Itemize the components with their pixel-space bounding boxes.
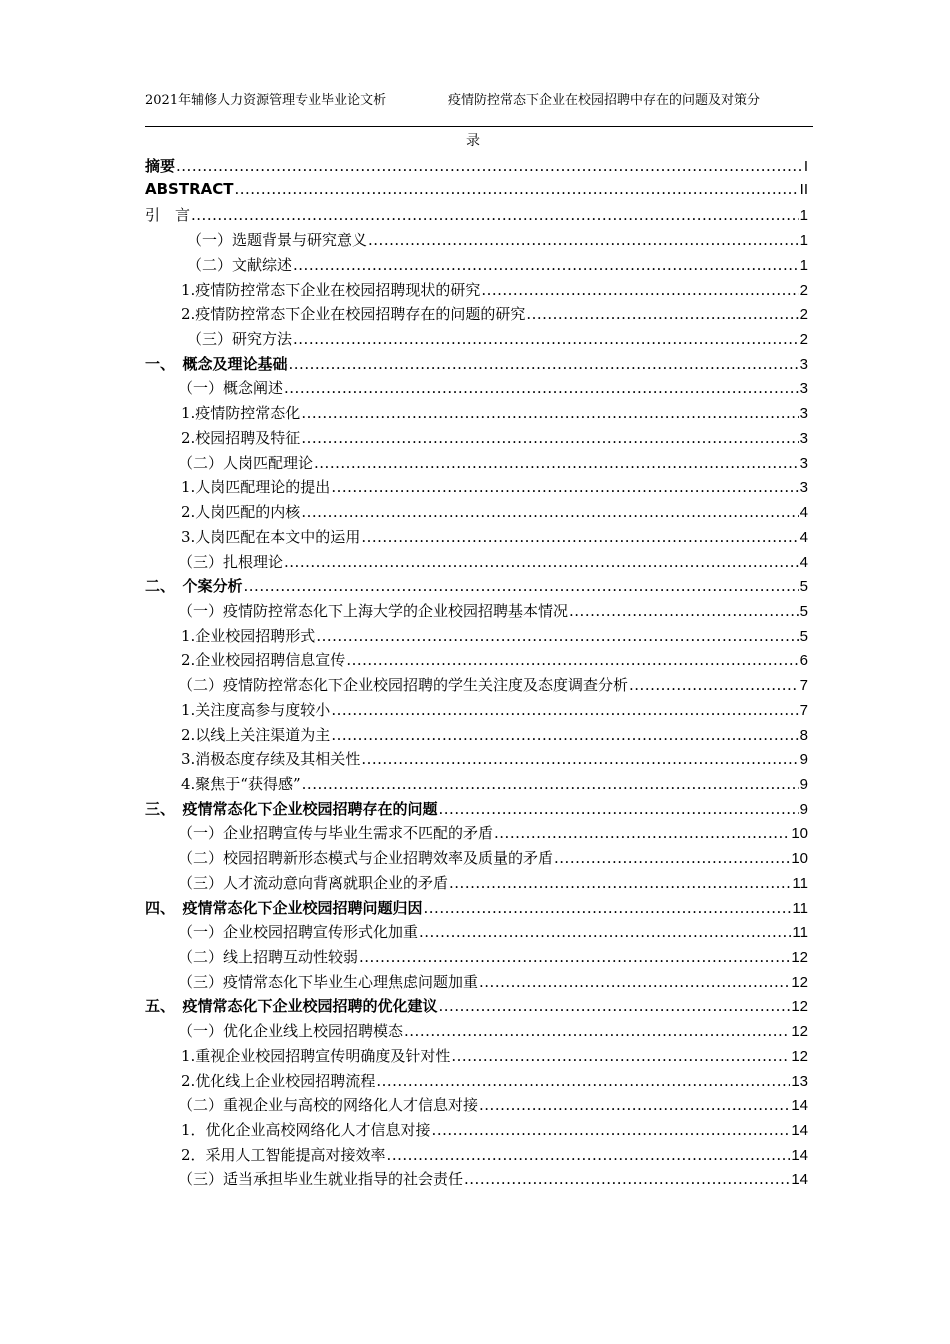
leader-dots bbox=[314, 454, 799, 472]
toc-entry[interactable] bbox=[145, 1119, 808, 1144]
toc-entry-label: 1.重视企业校园招聘宣传明确度及针对性 bbox=[181, 1046, 451, 1065]
leader-dots bbox=[361, 528, 798, 546]
leader-dots bbox=[284, 379, 799, 397]
header-divider bbox=[145, 126, 813, 127]
toc-entry[interactable] bbox=[145, 452, 808, 477]
toc-title: 录 bbox=[466, 133, 480, 149]
toc-entry-label: 2.疫情防控常态下企业在校园招聘存在的问题的研究 bbox=[181, 305, 526, 324]
toc-entry-page: 2 bbox=[799, 331, 808, 349]
toc-entry[interactable] bbox=[145, 501, 808, 526]
toc-entry[interactable] bbox=[145, 798, 808, 823]
toc-entry[interactable] bbox=[145, 303, 808, 328]
toc-entry-page: 1 bbox=[799, 232, 808, 250]
leader-dots bbox=[464, 1170, 790, 1188]
leader-dots bbox=[331, 701, 798, 719]
leader-dots bbox=[432, 1121, 791, 1139]
toc-entry[interactable] bbox=[145, 847, 808, 872]
toc-entry-label: 2.以线上关注渠道为主 bbox=[181, 725, 331, 744]
leader-dots bbox=[293, 330, 799, 348]
toc-entry-page: 3 bbox=[799, 479, 808, 497]
toc-entry-page: 12 bbox=[791, 1047, 808, 1065]
leader-dots bbox=[331, 478, 798, 496]
toc-entry-page: 1 bbox=[799, 256, 808, 274]
leader-dots bbox=[289, 355, 799, 373]
toc-entry[interactable] bbox=[145, 377, 808, 402]
leader-dots bbox=[301, 503, 798, 521]
leader-dots bbox=[244, 577, 799, 595]
leader-dots bbox=[368, 231, 799, 249]
leader-dots bbox=[569, 602, 799, 620]
leader-dots bbox=[284, 553, 799, 571]
header-right-text: 疫情防控常态下企业在校园招聘中存在的问题及对策分 bbox=[448, 93, 761, 108]
toc-entry[interactable] bbox=[145, 353, 808, 378]
toc-entry-page: 6 bbox=[799, 652, 808, 670]
toc-entry[interactable] bbox=[145, 229, 808, 254]
toc-entry-label: 1.关注度高参与度较小 bbox=[181, 700, 331, 719]
toc-entry-page: 12 bbox=[791, 998, 808, 1016]
toc-entry-label: 五、 疫情常态化下企业校园招聘的优化建议 bbox=[145, 997, 438, 1016]
leader-dots bbox=[301, 429, 798, 447]
toc-entry-label: 2.优化线上企业校园招聘流程 bbox=[181, 1071, 376, 1090]
toc-entry-page: 5 bbox=[799, 602, 808, 620]
toc-entry-label: 摘要 bbox=[145, 157, 176, 175]
toc-entry-label: （二）人岗匹配理论 bbox=[178, 453, 314, 472]
leader-dots bbox=[316, 627, 798, 645]
leader-dots bbox=[419, 923, 791, 941]
toc-entry[interactable] bbox=[145, 1168, 808, 1193]
header-left-text: 2021年辅修人力资源管理专业毕业论文析 bbox=[145, 93, 387, 108]
leader-dots bbox=[376, 1072, 790, 1090]
toc-entry[interactable] bbox=[145, 551, 808, 576]
toc-entry-label: 三、 疫情常态化下企业校园招聘存在的问题 bbox=[145, 799, 438, 818]
toc-entry[interactable] bbox=[145, 1144, 808, 1169]
toc-entry[interactable] bbox=[145, 526, 808, 551]
toc-entry[interactable] bbox=[145, 946, 808, 971]
toc-entry[interactable] bbox=[145, 773, 808, 798]
toc-entry-page: 7 bbox=[799, 677, 808, 695]
toc-entry-label: （一）选题背景与研究意义 bbox=[187, 231, 368, 250]
leader-dots bbox=[387, 1146, 791, 1164]
toc-entry-page: 5 bbox=[799, 578, 808, 596]
leader-dots bbox=[293, 256, 799, 274]
toc-entry-label: 2.企业校园招聘信息宣传 bbox=[181, 651, 346, 670]
toc-entry[interactable] bbox=[145, 872, 808, 897]
toc-entry-label: 1.人岗匹配理论的提出 bbox=[181, 478, 331, 497]
toc-entry-page: 14 bbox=[791, 1171, 808, 1189]
toc-entry-page: 14 bbox=[791, 1097, 808, 1115]
toc-entry[interactable] bbox=[145, 476, 808, 501]
toc-entry[interactable] bbox=[145, 625, 808, 650]
toc-entry[interactable] bbox=[145, 995, 808, 1020]
toc-entry-page: 1 bbox=[799, 207, 808, 225]
toc-entry[interactable] bbox=[145, 402, 808, 427]
toc-entry[interactable] bbox=[145, 328, 808, 353]
toc-entry-page: 9 bbox=[799, 751, 808, 769]
toc-entry-page: 3 bbox=[799, 454, 808, 472]
leader-dots bbox=[481, 281, 798, 299]
toc-entry[interactable] bbox=[145, 649, 808, 674]
toc-entry[interactable] bbox=[145, 674, 808, 699]
leader-dots bbox=[526, 305, 798, 323]
toc-entry[interactable] bbox=[145, 724, 808, 749]
toc-entry[interactable] bbox=[145, 155, 808, 180]
leader-dots bbox=[346, 651, 798, 669]
toc-entry-label: 1.疫情防控常态下企业在校园招聘现状的研究 bbox=[181, 280, 481, 299]
toc-entry[interactable] bbox=[145, 204, 808, 229]
toc-entry-label: （二）线上招聘互动性较弱 bbox=[178, 948, 359, 966]
toc-entry-label: 3.消极态度存续及其相关性 bbox=[181, 750, 361, 769]
toc-entry-label: （一）企业校园招聘宣传形式化加重 bbox=[178, 923, 419, 942]
toc-entry-page: 11 bbox=[792, 924, 808, 942]
leader-dots bbox=[479, 973, 790, 991]
toc-entry-label: （一）疫情防控常态化下上海大学的企业校园招聘基本情况 bbox=[178, 601, 569, 620]
leader-dots bbox=[439, 997, 791, 1015]
toc-entry-page: 2 bbox=[799, 281, 808, 299]
toc-entry[interactable] bbox=[145, 600, 808, 625]
leader-dots bbox=[361, 750, 798, 768]
toc-entry-label: （三）疫情常态化下毕业生心理焦虑问题加重 bbox=[178, 972, 479, 991]
toc-entry-page: 3 bbox=[799, 405, 808, 423]
toc-entry-label: 1.企业校园招聘形式 bbox=[181, 626, 316, 645]
toc-entry-label: 引 言 bbox=[145, 206, 191, 225]
toc-entry-label: 一、 概念及理论基础 bbox=[145, 354, 288, 373]
toc-entry-label: （二）疫情防控常态化下企业校园招聘的学生关注度及态度调查分析 bbox=[178, 676, 629, 695]
toc-entry[interactable] bbox=[145, 1070, 808, 1095]
toc-entry-label: （三）人才流动意向背离就职企业的矛盾 bbox=[178, 873, 449, 892]
leader-dots bbox=[302, 775, 799, 793]
toc-entry-page: II bbox=[799, 180, 808, 198]
toc-entry-page: 13 bbox=[791, 1072, 808, 1090]
toc-entry-label: 2.校园招聘及特征 bbox=[181, 428, 301, 447]
toc-entry-page: 9 bbox=[799, 775, 808, 793]
toc-entry-page: 2 bbox=[799, 306, 808, 324]
toc-entry-page: 14 bbox=[791, 1122, 808, 1140]
toc-entry-page: 7 bbox=[799, 701, 808, 719]
toc-entry[interactable] bbox=[145, 897, 808, 922]
toc-entry-page: 3 bbox=[799, 429, 808, 447]
leader-dots bbox=[191, 206, 799, 224]
toc-entry-page: 14 bbox=[791, 1146, 808, 1164]
toc-entry[interactable] bbox=[145, 822, 808, 847]
leader-dots bbox=[494, 824, 790, 842]
leader-dots bbox=[424, 899, 792, 917]
toc-entry[interactable] bbox=[145, 427, 808, 452]
toc-entry[interactable] bbox=[145, 1045, 808, 1070]
toc-entry[interactable] bbox=[145, 279, 808, 304]
leader-dots bbox=[404, 1022, 790, 1040]
toc-entry-page: 9 bbox=[799, 800, 808, 818]
toc-entry-page: I bbox=[803, 158, 808, 175]
toc-entry-page: 11 bbox=[792, 874, 808, 892]
toc-entry-label: （二）校园招聘新形态模式与企业招聘效率及质量的矛盾 bbox=[178, 849, 554, 868]
toc-entry-label: （三）扎根理论 bbox=[178, 552, 284, 571]
table-of-contents bbox=[145, 155, 808, 1193]
toc-entry-page: 11 bbox=[792, 899, 808, 917]
toc-entry-label: 1．优化企业高校网络化人才信息对接 bbox=[181, 1121, 431, 1140]
toc-entry-label: （一）企业招聘宣传与毕业生需求不匹配的矛盾 bbox=[178, 824, 494, 843]
toc-entry[interactable] bbox=[145, 971, 808, 996]
toc-entry-label: 2.人岗匹配的内核 bbox=[181, 503, 301, 522]
toc-entry-page: 12 bbox=[791, 973, 808, 991]
leader-dots bbox=[629, 676, 799, 694]
leader-dots bbox=[554, 849, 790, 867]
toc-entry[interactable] bbox=[145, 254, 808, 279]
toc-entry[interactable] bbox=[145, 699, 808, 724]
leader-dots bbox=[331, 726, 798, 744]
toc-entry-label: 2．采用人工智能提高对接效率 bbox=[181, 1145, 386, 1164]
toc-entry-page: 4 bbox=[799, 504, 808, 522]
toc-entry-page: 10 bbox=[791, 825, 808, 843]
toc-entry[interactable] bbox=[145, 921, 808, 946]
toc-entry-label: 4.聚焦于“获得感” bbox=[181, 774, 301, 793]
toc-entry-label: （一）概念阐述 bbox=[178, 379, 284, 398]
toc-entry-page: 8 bbox=[799, 726, 808, 744]
toc-entry-label: （一）优化企业线上校园招聘模态 bbox=[178, 1022, 404, 1041]
toc-entry-label: （二）重视企业与高校的网络化人才信息对接 bbox=[178, 1096, 479, 1115]
toc-entry-page: 10 bbox=[791, 850, 808, 868]
toc-entry[interactable] bbox=[145, 748, 808, 773]
toc-entry-page: 4 bbox=[799, 528, 808, 546]
leader-dots bbox=[234, 180, 798, 198]
leader-dots bbox=[176, 157, 803, 175]
toc-entry-page: 3 bbox=[799, 355, 808, 373]
toc-entry-label: 四、 疫情常态化下企业校园招聘问题归因 bbox=[145, 898, 423, 917]
toc-entry[interactable] bbox=[145, 1020, 808, 1045]
toc-entry-page: 12 bbox=[791, 1023, 808, 1041]
toc-entry-page: 12 bbox=[791, 949, 808, 966]
leader-dots bbox=[479, 1096, 790, 1114]
toc-entry[interactable] bbox=[145, 1094, 808, 1119]
toc-entry-label: ABSTRACT bbox=[145, 179, 234, 198]
leader-dots bbox=[359, 948, 790, 966]
toc-entry-label: 二、 个案分析 bbox=[145, 577, 243, 596]
toc-entry-label: 1.疫情防控常态化 bbox=[181, 404, 301, 423]
toc-entry-label: 3.人岗匹配在本文中的运用 bbox=[181, 527, 361, 546]
leader-dots bbox=[449, 874, 791, 892]
toc-entry-page: 5 bbox=[799, 627, 808, 645]
leader-dots bbox=[451, 1047, 790, 1065]
leader-dots bbox=[301, 404, 798, 422]
toc-entry-label: （三）研究方法 bbox=[187, 330, 293, 349]
toc-entry-label: （三）适当承担毕业生就业指导的社会责任 bbox=[178, 1170, 464, 1189]
toc-entry[interactable] bbox=[145, 180, 808, 205]
toc-entry-page: 4 bbox=[799, 553, 808, 571]
toc-entry[interactable] bbox=[145, 575, 808, 600]
toc-entry-label: （二）文献综述 bbox=[187, 255, 293, 274]
toc-entry-page: 3 bbox=[799, 380, 808, 398]
leader-dots bbox=[439, 800, 799, 818]
